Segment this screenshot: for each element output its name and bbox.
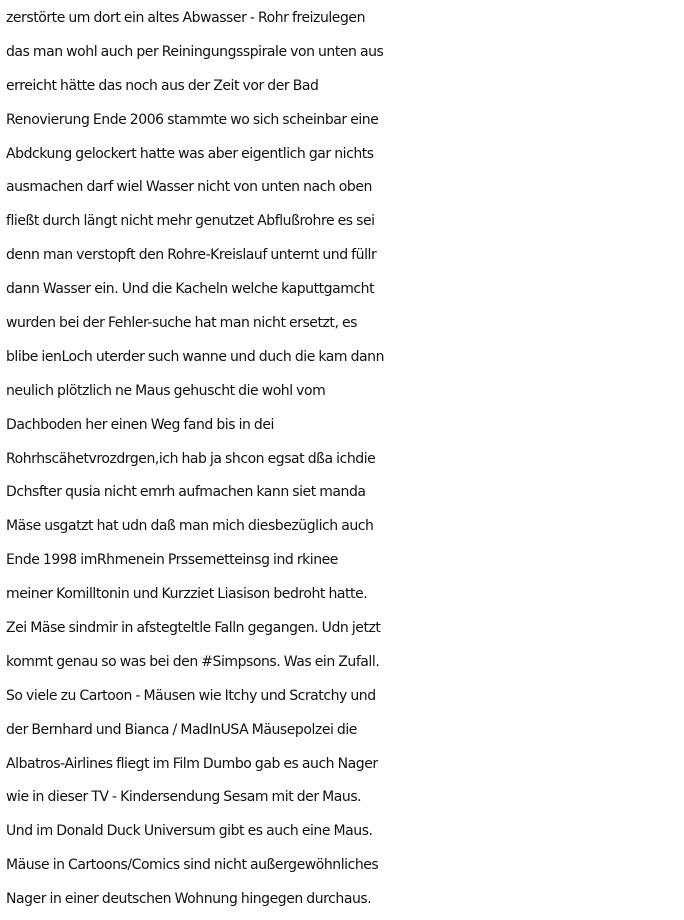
text-line: meiner Komilltonin und Kurzziet Liasison bedroht hatte.: [6, 586, 368, 603]
document-text: [6, 2, 684, 917]
text-line: der Bernhard und Bianca / MadInUSA Mäusepolzei die: [6, 721, 357, 738]
text-line: neulich plötzlich ne Maus gehuscht die wohl vom: [6, 382, 326, 399]
text-line: blibe ienLoch uterder such wanne und duch die kam dann: [6, 348, 384, 365]
text-line: Nager in einer deutschen Wohnung hingegen durchaus.: [6, 891, 372, 908]
text-line: dann Wasser ein. Und die Kacheln welche kaputtgamcht: [6, 281, 375, 298]
text-line: Renovierung Ende 2006 stammte wo sich scheinbar eine: [6, 111, 379, 128]
text-line: Mäse usgatzt hat udn daß man mich diesbezüglich auch: [6, 518, 374, 535]
text-line: erreicht hätte das noch aus der Zeit vor der Bad: [6, 77, 319, 94]
text-line: Dachboden her einen Weg fand bis in dei: [6, 416, 274, 433]
text-line: zerstörte um dort ein altes Abwasser - Rohr freizulegen: [6, 10, 365, 26]
text-line: wie in dieser TV - Kindersendung Sesam mit der Maus.: [6, 789, 362, 806]
text-line: Dchsfter qusia nicht emrh aufmachen kann siet manda: [6, 484, 366, 501]
text-line: denn man verstopft den Rohre-Kreislauf unternt und füllr: [6, 247, 377, 264]
text-line: Abdckung gelockert hatte was aber eigentlich gar nichts: [6, 145, 374, 162]
text-line: kommt genau so was bei den #Simpsons. Was ein Zufall.: [6, 653, 380, 670]
text-line: Rohrhscähetvrozdrgen,ich hab ja shcon egsat dßa ichdie: [6, 450, 376, 467]
text-line: Mäuse in Cartoons/Comics sind nicht außergewöhnliches: [6, 857, 379, 874]
text-line: Und im Donald Duck Universum gibt es auch eine Maus.: [6, 823, 373, 840]
text-line: das man wohl auch per Reiningungsspirale von unten aus: [6, 43, 384, 60]
text-line: So viele zu Cartoon - Mäusen wie Itchy und Scratchy und: [6, 687, 376, 704]
text-line: ausmachen darf wiel Wasser nicht von unten nach oben: [6, 179, 372, 196]
text-line: Zei Mäse sindmir in afstegteltle Falln gegangen. Udn jetzt: [6, 620, 381, 637]
text-line: fließt durch längt nicht mehr genutzet Abflußrohre es sei: [6, 213, 375, 230]
text-line: wurden bei der Fehler-suche hat man nicht ersetzt, es: [6, 315, 357, 332]
text-line: Ende 1998 imRhmenein Prssemetteinsg ind rkinee: [6, 552, 338, 569]
text-line: Albatros-Airlines fliegt im Film Dumbo gab es auch Nager: [6, 755, 378, 772]
